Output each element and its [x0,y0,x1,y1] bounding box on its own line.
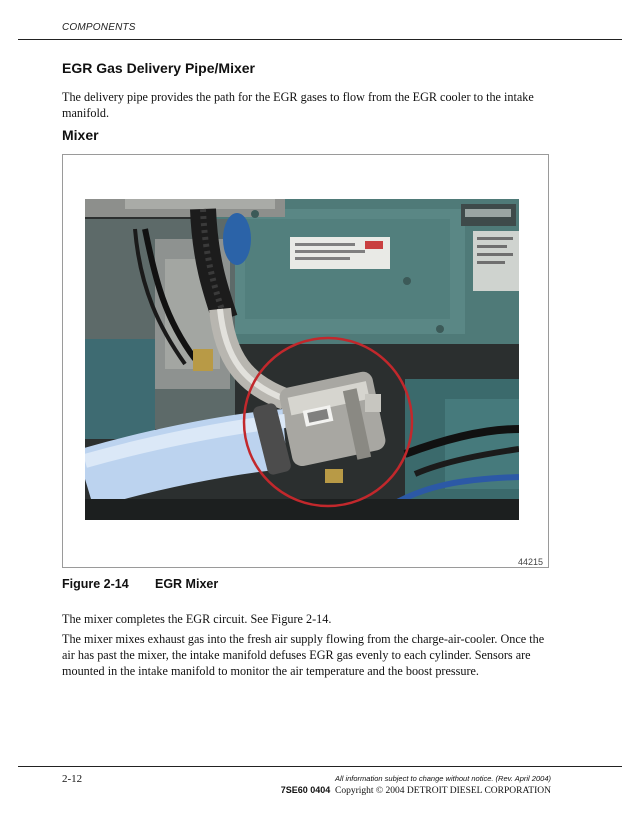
doc-code: 7SE60 0404 [280,785,331,795]
egr-mixer-photo [85,199,519,520]
figure-title: EGR Mixer [155,577,219,591]
subsection-title: Mixer [62,127,99,143]
figure-image-id: 44215 [518,557,544,567]
footer-notice: All information subject to change without notice. (Rev. April 2004) [335,774,551,783]
body-paragraph-1: The mixer completes the EGR circuit. See Figure 2-14. [62,612,332,626]
section-title: EGR Gas Delivery Pipe/Mixer [62,60,255,76]
intro-paragraph: The delivery pipe provides the path for the EGR gases to flow from the EGR cooler to the intake manifold. [62,90,534,120]
header-rule [18,39,622,40]
footer-rule [18,766,622,767]
body-paragraph-2: The mixer mixes exhaust gas into the fresh air supply flowing from the charge-air-cooler. Once the air has past the mixer, the intake manifold defuses EGR gas evenly to each cylinder. Sensors are mounted in the intake manifold to monitor the air temperature and the boost pressure. [62,632,545,678]
figure-number: Figure 2-14 [62,577,129,591]
running-header: COMPONENTS [62,22,136,33]
page-number: 2-12 [62,773,83,785]
copyright-text: Copyright © 2004 DETROIT DIESEL CORPORATION [335,786,551,796]
footer-copyright-line [281,785,551,796]
